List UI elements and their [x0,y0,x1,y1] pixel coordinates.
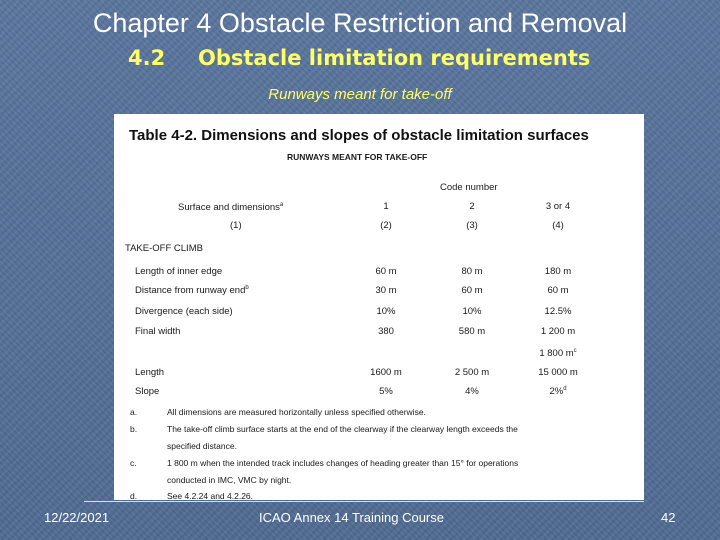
cell-divergence-2: 10% [462,306,482,317]
cell-slope-3 [523,386,593,397]
note-d-line-1: See 4.2.24 and 4.2.26. [167,491,254,500]
footer-divider [84,501,644,502]
section-label-take-off-climb: TAKE-OFF CLIMB [125,243,203,254]
footer-date: 12/22/2021 [44,510,110,525]
row-label-inner-edge: Length of inner edge [135,266,223,277]
row-label-final-width: Final width [135,326,181,337]
note-c-line-2: conducted in IMC, VMC by night. [167,475,292,485]
table-subtitle: RUNWAYS MEANT FOR TAKE-OFF [287,152,428,162]
distance-label: Distance from runway end [135,285,246,297]
cell-final-width-alt-3 [523,348,593,359]
cell-length-3: 15 000 m [538,367,578,378]
final-width-alt-value: 1 800 m [539,348,574,360]
note-c-line-1: 1 800 m when the intended track includes changes of heading greater than 15° for operations [167,458,519,468]
section-number: 4.2 [128,46,166,70]
note-b-line-1: The take-off climb surface starts at the end of the clearway if the clearway length exceeds the [167,424,518,434]
slide-title: Chapter 4 Obstacle Restriction and Removal [92,8,628,38]
column-number-3: (3) [466,220,478,231]
cell-divergence-3: 12.5% [544,306,572,317]
cell-distance-2: 60 m [461,285,483,296]
surface-header-label: Surface and dimensions [178,202,280,214]
cell-distance-1: 30 m [375,285,397,296]
cell-inner-edge-2: 80 m [461,266,483,277]
column-number-1: (1) [230,220,242,231]
note-b-line-2: specified distance. [167,441,237,451]
cell-final-width-2: 580 m [458,326,486,337]
slope-3-mark: d [563,386,567,392]
note-b-letter: b. [130,424,138,434]
obstacle-limitation-table [114,114,644,500]
code-number-label: Code number [440,182,498,193]
column-number-2: (2) [380,220,392,231]
note-c-letter: c. [130,458,137,468]
cell-divergence-1: 10% [376,306,396,317]
slide-subheading: Runways meant for take-off [268,86,452,103]
cell-length-1: 1600 m [370,367,402,378]
cell-distance-3: 60 m [547,285,569,296]
row-label-slope: Slope [135,386,160,397]
section-heading [128,46,590,70]
section-title: Obstacle limitation requirements [198,46,591,70]
row-label-divergence: Divergence (each side) [135,306,233,317]
row-label-distance-runway-end [135,285,249,296]
code-header-1: 1 [383,201,389,212]
code-header-3: 3 or 4 [545,201,571,212]
cell-final-width-3: 1 200 m [540,326,576,337]
note-d-letter: d. [130,491,138,500]
surface-dimensions-header [178,202,283,213]
footer-course: ICAO Annex 14 Training Course [259,510,444,525]
cell-inner-edge-1: 60 m [375,266,397,277]
note-a-letter: a. [130,407,138,417]
cell-slope-2: 4% [465,386,479,397]
column-number-4: (4) [552,220,564,231]
note-a-line-1: All dimensions are measured horizontally unless specified otherwise. [167,407,426,417]
cell-inner-edge-3: 180 m [544,266,572,277]
surface-header-mark: a [279,202,284,208]
code-header-2: 2 [469,201,475,212]
cell-length-2: 2 500 m [454,367,490,378]
row-label-length: Length [135,367,165,378]
slope-3-value: 2% [549,386,564,398]
final-width-alt-mark: c [573,348,577,354]
cell-final-width-1: 380 [378,326,394,337]
distance-mark: b [245,285,249,291]
cell-slope-1: 5% [379,386,393,397]
footer-page-number: 42 [661,510,676,525]
table-title: Table 4-2. Dimensions and slopes of obstacle limitation surfaces [129,127,589,144]
